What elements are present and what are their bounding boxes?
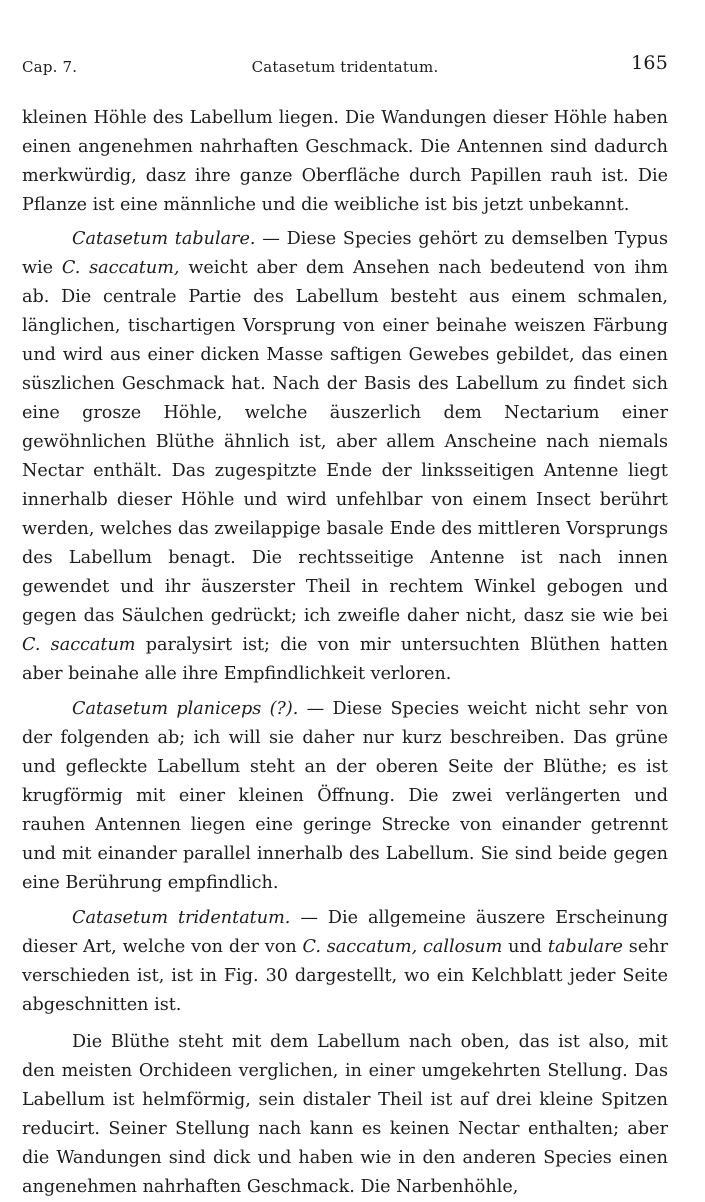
- paragraph-text: sehr verschieden ist, ist in Fig. 30 dargestellt, wo ein Kelchblatt jeder Seite abgeschnitten ist.: [22, 937, 668, 1015]
- paragraph-catasetum-planiceps: [22, 695, 668, 898]
- paragraph-text: paralysirt ist; die von mir untersuchten Blüthen hatten aber beinahe alle ihre Empfindlichkeit verloren.: [22, 635, 668, 684]
- running-title: Catasetum tridentatum.: [251, 58, 439, 76]
- page-number: 165: [631, 52, 668, 74]
- paragraph-text: weicht aber dem Ansehen nach bedeutend von ihm ab. Die centrale Partie des Labellum besteht aus einem schmalen, länglichen, tischartigen Vorsprung von einer beinahe weiszen Färbung und wird aus einer dicken Masse saftigen Gewebes gebildet, das einen süszlichen Geschmack hat. Nach der Basis des Labellum zu findet sich eine grosze Höhle, welche äuszerlich dem Nectarium einer gewöhnlichen Blüthe ähnlich ist, aber allem Anscheine nach niemals Nectar enthält. Das zugespitzte Ende der linksseitigen Antenne liegt innerhalb dieser Höhle und wird unfehlbar von einem Insect berührt werden, welches das zweilappige basale Ende des mittleren Vorsprungs des Labellum benagt. Die rechtsseitige Antenne ist nach innen gewendet und ihr äuszerster Theil in rechtem Winkel gebogen und gegen das Säulchen gedrückt; ich zweifle daher nicht, dasz sie wie bei: [22, 258, 668, 626]
- body-text: [22, 104, 668, 1202]
- paragraph-continuation: [22, 104, 668, 220]
- paragraph-catasetum-tabulare: [22, 225, 668, 689]
- paragraph-text: — Diese Species weicht nicht sehr von der folgenden ab; ich will sie daher nur kurz beschreiben. Das grüne und gefleckte Labellum steht an der oberen Seite der Blüthe; es ist krugförmig mit einer kleinen Öffnung. Die zwei verlängerten und rauhen Antennen liegen eine geringe Strecke von einander getrennt und mit einander parallel innerhalb des Labellum. Sie sind beide gegen eine Berührung empfindlich.: [22, 699, 668, 893]
- species-reference: tabulare: [547, 937, 623, 957]
- running-head: [22, 52, 668, 82]
- paragraph-text: kleinen Höhle des Labellum liegen. Die Wandungen dieser Höhle haben einen angenehmen nahrhaften Geschmack. Die Antennen sind dadurch merkwürdig, dasz ihre ganze Oberfläche durch Papillen rauh ist. Die Pflanze ist eine männliche und die weibliche ist bis jetzt unbekannt.: [22, 108, 668, 215]
- paragraph-text: Die Blüthe steht mit dem Labellum nach oben, das ist also, mit den meisten Orchideen verglichen, in einer umgekehrten Stellung. Das Labellum ist helmförmig, sein distaler Theil ist auf drei kleine Spitzen reducirt. Seiner Stellung nach kann es keinen Nectar enthalten; aber die Wandungen sind dick und haben wie in den anderen Species einen angenehmen nahrhaften Geschmack. Die Narbenhöhle,: [22, 1032, 668, 1197]
- paragraph-text: und: [502, 937, 548, 957]
- species-reference: C. saccatum,: [302, 937, 418, 957]
- species-name: Catasetum tabulare.: [72, 229, 256, 249]
- species-reference: C. saccatum: [22, 635, 136, 655]
- book-page: [22, 52, 668, 1202]
- paragraph-flower-description: [22, 1028, 668, 1202]
- species-reference: C. saccatum,: [61, 258, 180, 278]
- species-name: Catasetum planiceps (?).: [72, 699, 299, 719]
- paragraph-text: — Diese Species gehört zu demselben Typus wie: [22, 229, 669, 278]
- chapter-label: Cap. 7.: [22, 58, 78, 76]
- species-name: Catasetum tridentatum.: [72, 908, 291, 928]
- paragraph-catasetum-tridentatum: [22, 904, 668, 1020]
- paragraph-text: — Die allgemeine äuszere Erscheinung dieser Art, welche von der von: [22, 908, 668, 957]
- species-reference: callosum: [423, 937, 503, 957]
